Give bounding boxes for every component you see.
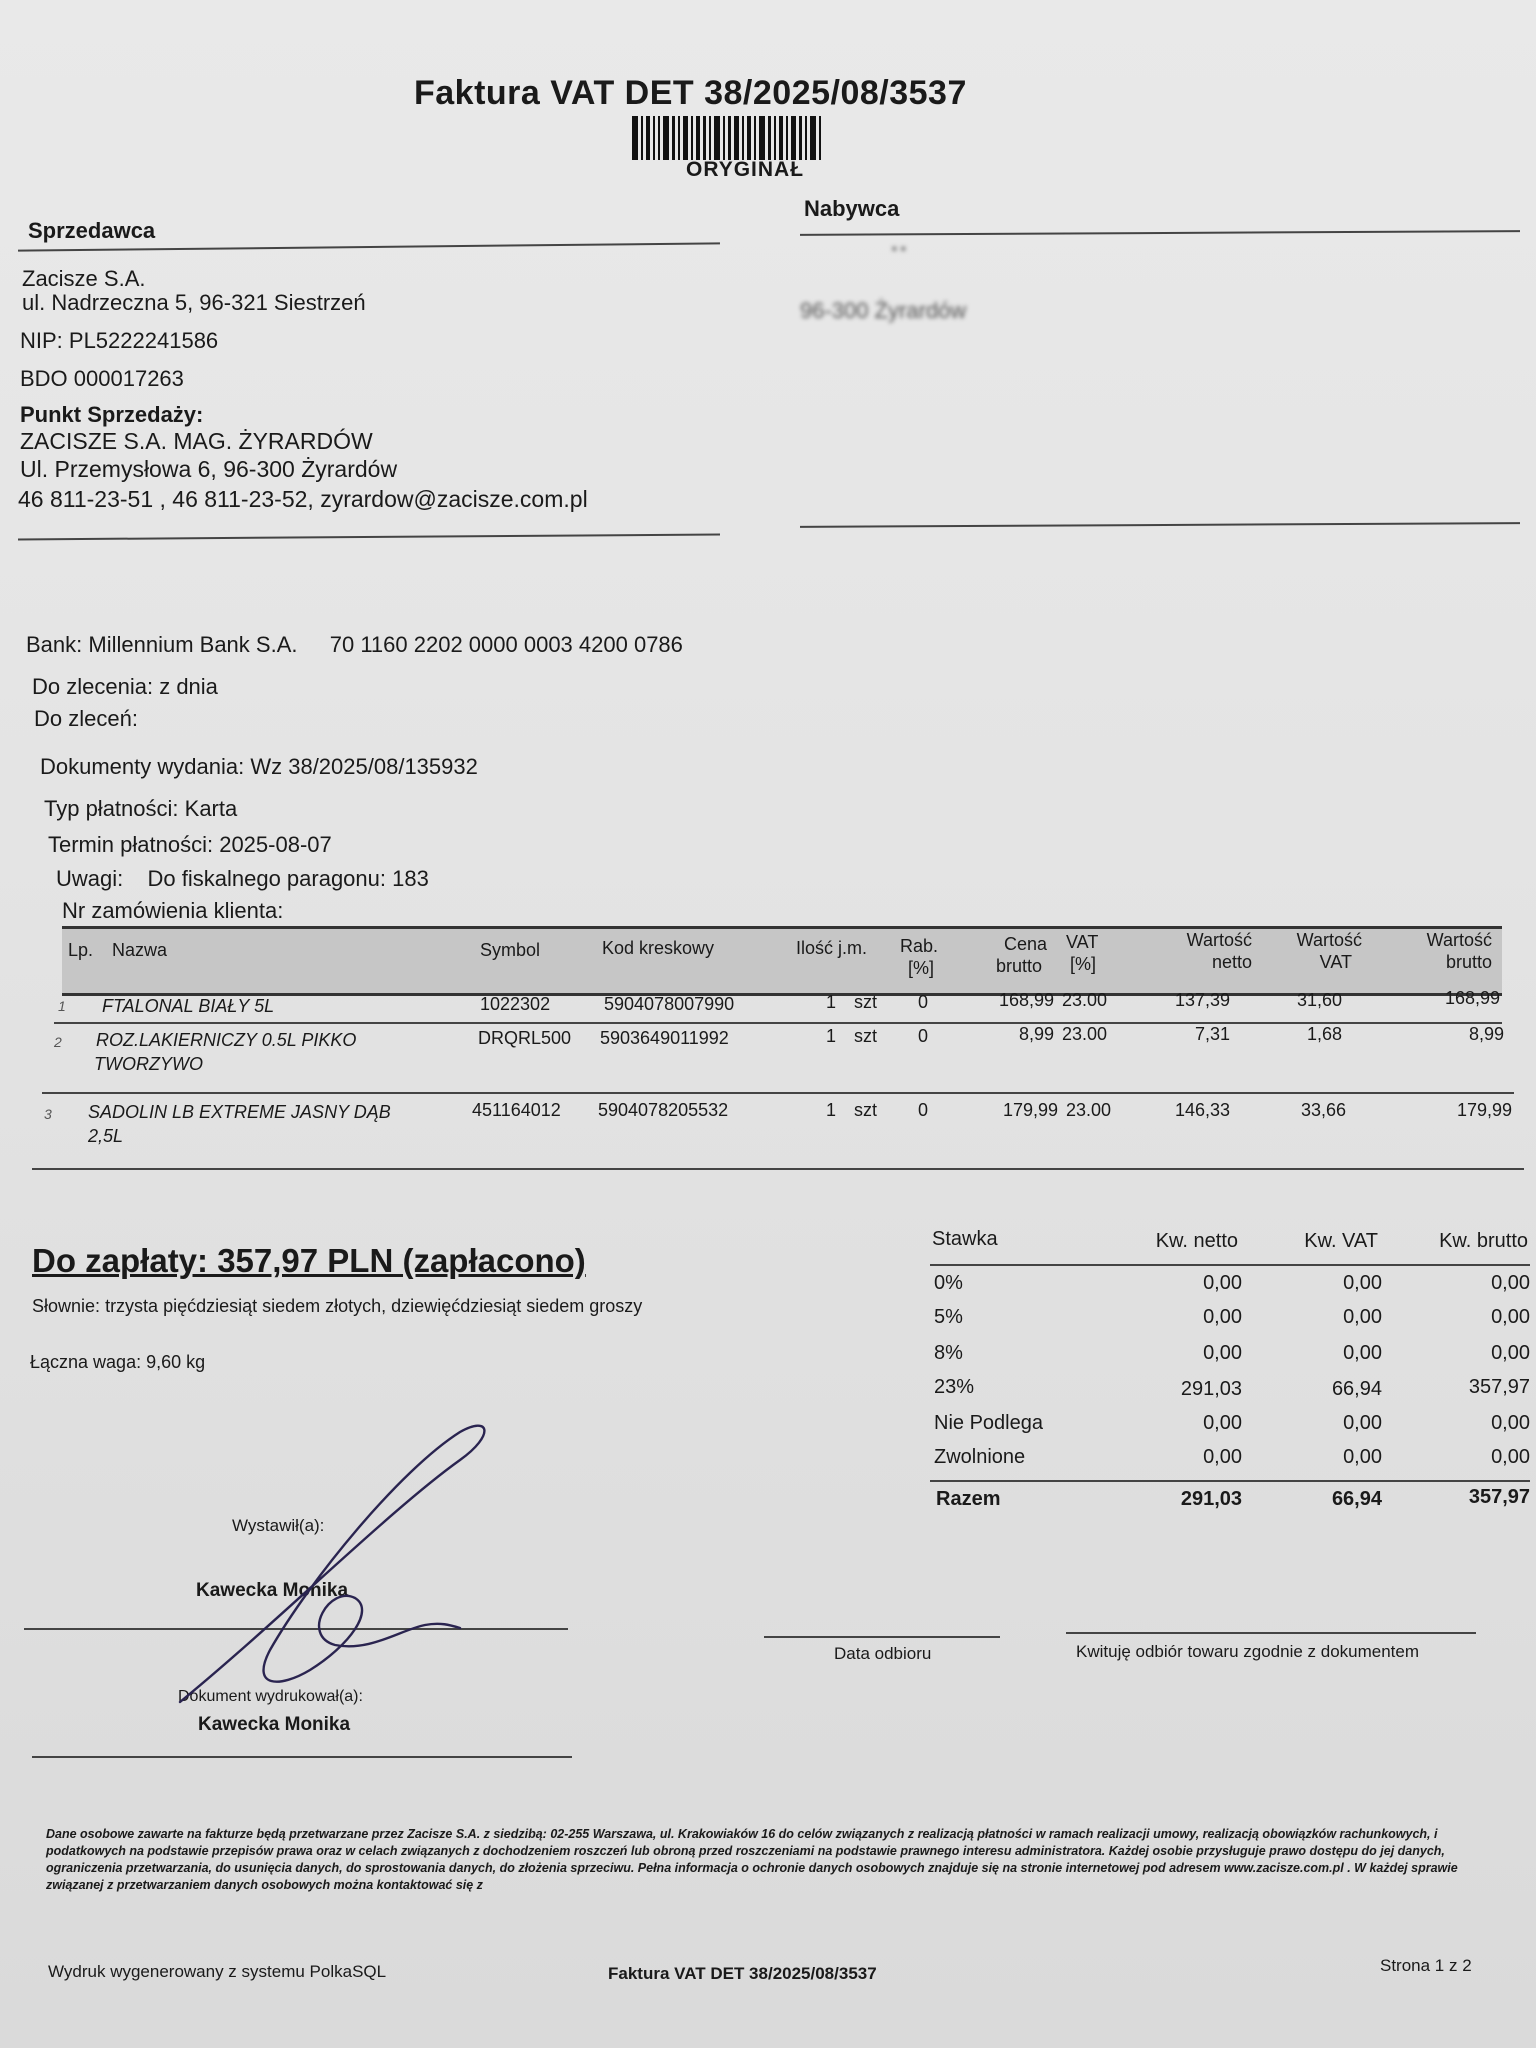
vat-netto: 0,00	[1203, 1306, 1242, 1328]
row-symbol: 1022302	[480, 994, 551, 1014]
vat-head-netto: Kw. netto	[1155, 1230, 1238, 1252]
row-netto: 7,31	[1194, 1024, 1230, 1044]
row-qty: 1	[826, 992, 837, 1012]
vat-head-rate: Stawka	[932, 1228, 998, 1250]
receipt-confirm-line	[1066, 1632, 1476, 1634]
row-barcode: 5904078007990	[604, 994, 735, 1014]
row-vat-value: 1,68	[1306, 1024, 1342, 1044]
seller-name: Zacisze S.A.	[22, 266, 146, 291]
vat-rate: 23%	[934, 1376, 975, 1398]
receipt-confirm-label: Kwituję odbiór towaru zgodnie z dokumentem	[1076, 1642, 1420, 1661]
col-symbol: Symbol	[480, 940, 541, 960]
col-discount: Rab. [%]	[900, 936, 939, 978]
printed-by-name: Kawecka Monika	[198, 1714, 351, 1735]
row-vat-rate: 23.00	[1062, 990, 1108, 1010]
vat-rate: Nie Podlega	[934, 1412, 1043, 1434]
vat-rate: 8%	[934, 1342, 963, 1364]
generated-by: Wydruk wygenerowany z systemu PolkaSQL	[48, 1962, 387, 1981]
vat-total-brutto: 357,97	[1468, 1486, 1530, 1508]
vat-netto: 291,03	[1180, 1378, 1242, 1400]
vat-total-netto: 291,03	[1180, 1488, 1242, 1510]
row-unit: szt	[854, 1100, 878, 1120]
amount-in-words-row	[32, 1296, 642, 1317]
row-discount: 0	[918, 1026, 929, 1046]
row-vat-value: 31,60	[1296, 990, 1342, 1010]
handwritten-signature	[160, 1420, 520, 1710]
row-barcode: 5904078205532	[598, 1100, 729, 1120]
invoice-title: Faktura VAT DET 38/2025/08/3537	[414, 74, 967, 112]
seller-nip: NIP: PL5222241586	[20, 328, 219, 353]
payment-type-label: Typ płatności:	[44, 796, 179, 821]
amount-due: Do zapłaty: 357,97 PLN (zapłacono)	[32, 1242, 586, 1279]
vat-brutto: 0,00	[1491, 1446, 1530, 1468]
vat-rate: 0%	[934, 1272, 963, 1294]
sale-point-name: ZACISZE S.A. MAG. ŻYRARDÓW	[20, 428, 373, 454]
due-date-label: Termin płatności:	[48, 832, 214, 857]
row-barcode: 5903649011992	[600, 1028, 729, 1048]
col-name: Nazwa	[112, 940, 168, 960]
gdpr-notice: Dane osobowe zawarte na fakturze będą przetwarzane przez Zacisze S.A. z siedzibą: 02-255 Warszawa, ul. Krakowiaków 16 do celów związanych z realizacją płatności w ramach realizacji umowy, realizacją obowiązków rachunkowych, i podatkowych na podstawie przepisów prawa oraz w celach związanych z dochodzeniem roszczeń lub obroną przed roszczeniami na podstawie prawnego interesu administratora. Każdej osobie przysługuje prawo dostępu do jej danych, ograniczenia przetwarzania, do usunięcia danych, do sprostowania danych, do złożenia sprzeciwu. Pełna informacja o ochronie danych osobowych znajduje się na stronie internetowej pod adresem www.zacisze.com.pl . W każdej sprawie związanej z przetwarzaniem danych osobowych można kontaktować się z	[46, 1827, 1458, 1892]
vat-vat: 0,00	[1343, 1446, 1382, 1468]
row-unit: szt	[854, 1026, 878, 1046]
vat-netto: 0,00	[1203, 1446, 1242, 1468]
due-date-row	[48, 832, 332, 858]
row-lp: 2	[54, 1034, 62, 1050]
row-vat-rate: 23.00	[1062, 1024, 1108, 1044]
row-qty: 1	[826, 1026, 837, 1046]
row-name: FTALONAL BIAŁY 5L	[102, 996, 275, 1016]
do-zlecen-label: Do zleceń:	[34, 706, 138, 731]
sale-point-heading: Punkt Sprzedaży:	[20, 402, 204, 427]
sale-point-address: Ul. Przemysłowa 6, 96-300 Żyrardów	[20, 456, 398, 482]
barcode-graphic	[632, 116, 892, 160]
vat-rate: Zwolnione	[934, 1446, 1026, 1468]
buyer-city: 96-300 Żyrardów	[800, 298, 967, 323]
row-name: ROZ.LAKIERNICZY 0.5L PIKKO	[96, 1030, 357, 1050]
row-netto: 137,39	[1174, 990, 1230, 1010]
seller-bdo: BDO 000017263	[20, 366, 184, 391]
row-lp: 1	[58, 998, 66, 1014]
payment-type-row	[44, 796, 237, 822]
col-barcode: Kod kreskowy	[602, 938, 715, 958]
notes-row	[56, 866, 429, 892]
buyer-divider	[800, 230, 1520, 236]
row-name: SADOLIN LB EXTREME JASNY DĄB	[88, 1102, 391, 1122]
col-vat-rate: VAT [%]	[1066, 932, 1099, 974]
copy-label: ORYGINAŁ	[686, 158, 805, 181]
table-bottom-divider	[32, 1168, 1524, 1170]
vat-netto: 0,00	[1203, 1272, 1242, 1294]
in-words-label: Słownie:	[32, 1296, 101, 1316]
row-divider	[42, 1092, 1514, 1094]
printed-signature-line	[32, 1756, 572, 1758]
vat-head-divider	[930, 1264, 1530, 1266]
buyer-bottom-divider	[800, 522, 1520, 528]
issued-by-label: Wystawił(a):	[232, 1516, 325, 1535]
do-zlecenia-row	[32, 674, 218, 700]
in-words-value: trzysta pięćdziesiąt siedem złotych, dziewięćdziesiąt siedem groszy	[105, 1296, 643, 1316]
row-price: 168,99	[998, 990, 1054, 1010]
client-order-label: Nr zamówienia klienta:	[62, 898, 284, 923]
vat-brutto: 357,97	[1468, 1376, 1530, 1398]
page-number: Strona 1 z 2	[1380, 1956, 1472, 1975]
bank-row	[26, 632, 683, 658]
row-brutto: 179,99	[1456, 1100, 1512, 1120]
row-qty: 1	[826, 1100, 837, 1120]
receipt-date-label: Data odbioru	[834, 1644, 932, 1663]
do-zlecenia-label: Do zlecenia:	[32, 674, 154, 699]
footer-doc-number: Faktura VAT DET 38/2025/08/3537	[608, 1964, 877, 1983]
weight-value: 9,60 kg	[146, 1352, 206, 1372]
vat-brutto: 0,00	[1491, 1306, 1530, 1328]
row-discount: 0	[918, 992, 929, 1012]
row-price: 179,99	[1002, 1100, 1058, 1120]
bank-name: Millennium Bank S.A.	[88, 632, 298, 657]
weight-label: Łączna waga:	[30, 1352, 142, 1372]
row-name-cont: TWORZYWO	[94, 1054, 203, 1074]
vat-vat: 66,94	[1331, 1378, 1382, 1400]
vat-brutto: 0,00	[1491, 1342, 1530, 1364]
col-value-netto: Wartość netto	[1186, 930, 1252, 972]
due-date-value: 2025-08-07	[219, 832, 332, 857]
seller-address: ul. Nadrzeczna 5, 96-321 Siestrzeń	[22, 290, 366, 315]
col-value-brutto: Wartość brutto	[1426, 930, 1492, 972]
seller-bottom-divider	[18, 534, 720, 541]
col-value-vat: Wartość VAT	[1296, 930, 1362, 972]
vat-head-brutto: Kw. brutto	[1439, 1230, 1528, 1252]
row-discount: 0	[918, 1100, 929, 1120]
vat-total-divider	[930, 1480, 1530, 1482]
notes-value: Do fiskalnego paragonu: 183	[147, 866, 429, 891]
buyer-heading: Nabywca	[804, 196, 900, 221]
notes-label: Uwagi:	[56, 866, 124, 891]
vat-rate: 5%	[934, 1306, 963, 1328]
vat-netto: 0,00	[1203, 1342, 1242, 1364]
documents-row	[40, 754, 478, 780]
printed-by-label: Dokument wydrukował(a):	[178, 1688, 363, 1705]
items-table-header	[62, 926, 1502, 996]
issued-by-name: Kawecka Monika	[196, 1580, 349, 1601]
vat-head-vat: Kw. VAT	[1304, 1230, 1378, 1252]
row-brutto: 8,99	[1468, 1024, 1504, 1044]
bank-account: 70 1160 2202 0000 0003 4200 0786	[329, 632, 683, 657]
row-vat-rate: 23.00	[1066, 1100, 1112, 1120]
row-price: 8,99	[1018, 1024, 1054, 1044]
row-unit: szt	[854, 992, 878, 1012]
payment-type-value: Karta	[184, 796, 238, 821]
col-qty-unit: Ilość j.m.	[796, 938, 868, 958]
row-lp: 3	[44, 1106, 52, 1122]
vat-vat: 0,00	[1343, 1306, 1382, 1328]
vat-vat: 0,00	[1343, 1272, 1382, 1294]
row-symbol: 451164012	[472, 1100, 561, 1120]
row-name-cont: 2,5L	[88, 1126, 124, 1146]
bank-label: Bank:	[26, 632, 83, 657]
row-brutto: 168,99	[1444, 988, 1500, 1008]
vat-vat: 0,00	[1343, 1412, 1382, 1434]
vat-brutto: 0,00	[1491, 1272, 1530, 1294]
row-vat-value: 33,66	[1300, 1100, 1346, 1120]
vat-netto: 0,00	[1203, 1412, 1242, 1434]
col-price: Cena brutto	[996, 934, 1048, 976]
weight-row	[30, 1352, 205, 1373]
row-symbol: DRQRL500	[478, 1028, 572, 1048]
col-lp: Lp.	[68, 940, 94, 960]
do-zlecenia-value: z dnia	[159, 674, 218, 699]
documents-label: Dokumenty wydania:	[40, 754, 245, 779]
documents-value: Wz 38/2025/08/135932	[250, 754, 478, 779]
vat-vat: 0,00	[1343, 1342, 1382, 1364]
vat-total-vat: 66,94	[1331, 1488, 1382, 1510]
vat-total-label: Razem	[936, 1488, 1001, 1510]
buyer-name-redacted: ▪ ▪	[892, 240, 906, 256]
sale-point-contact: 46 811-23-51 , 46 811-23-52, zyrardow@zacisze.com.pl	[18, 486, 588, 512]
receipt-date-line	[764, 1636, 1000, 1638]
row-netto: 146,33	[1174, 1100, 1230, 1120]
vat-brutto: 0,00	[1491, 1412, 1530, 1434]
seller-heading: Sprzedawca	[28, 218, 156, 243]
